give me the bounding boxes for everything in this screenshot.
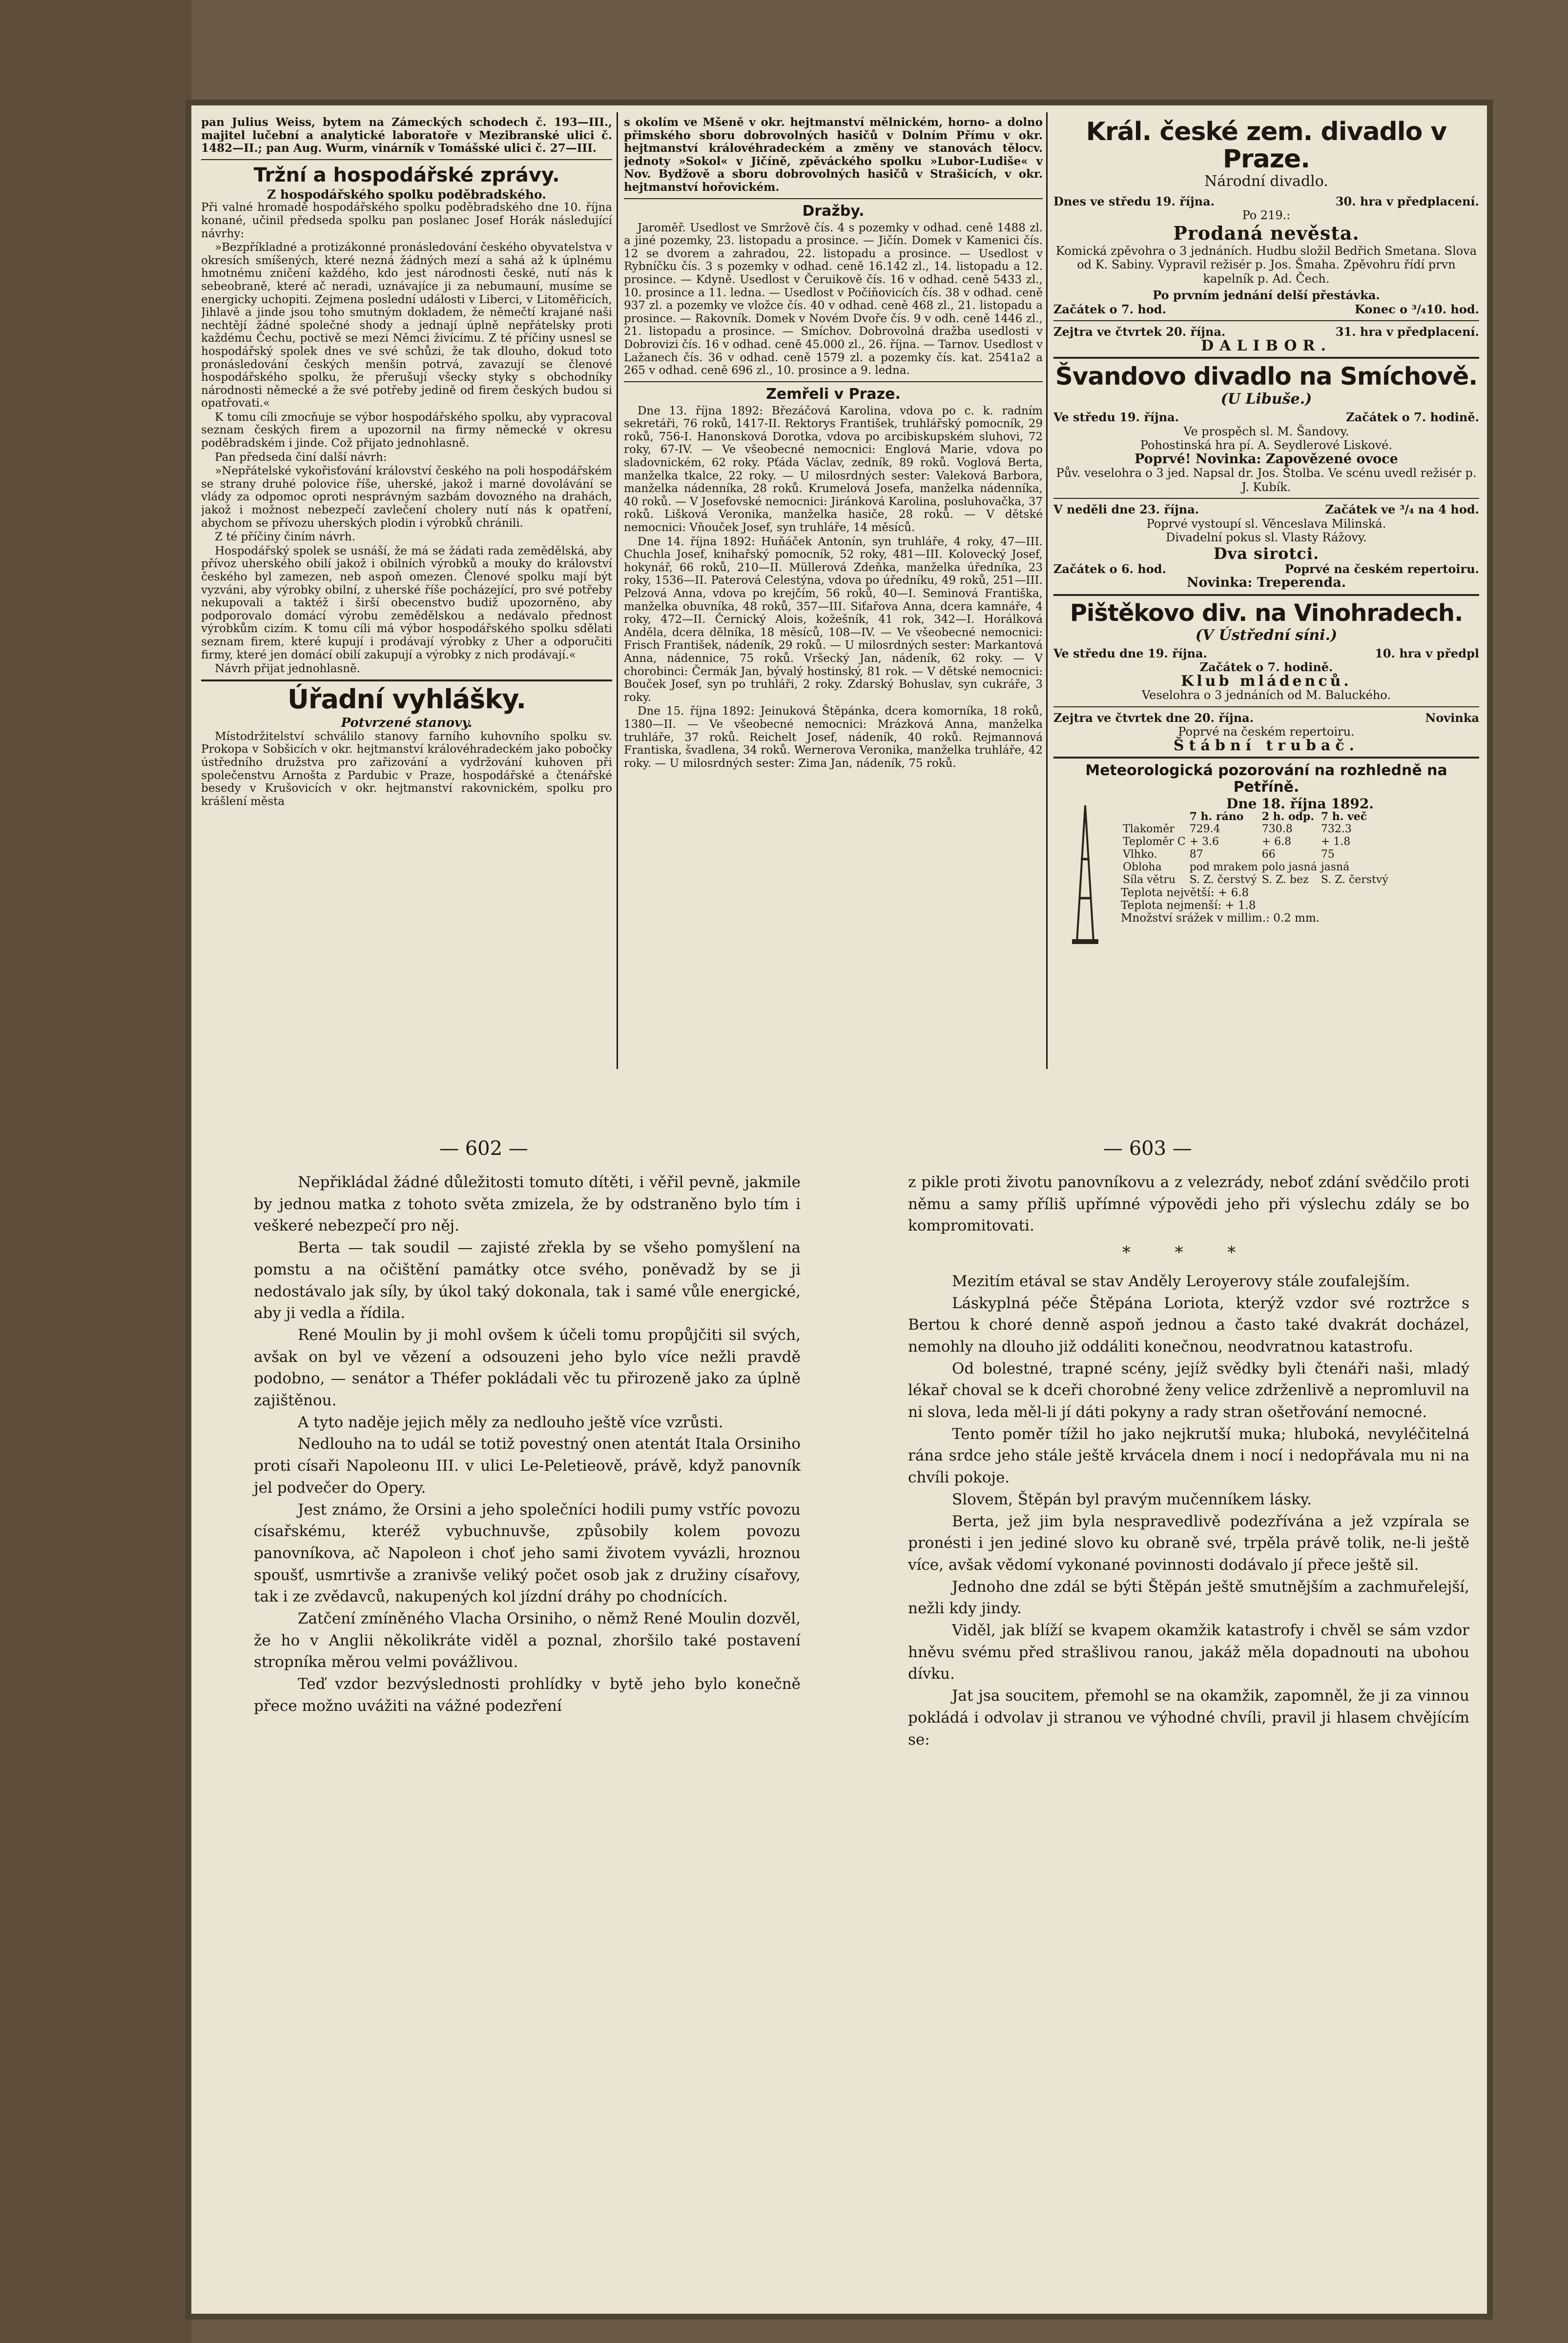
paragraph: Od bolestné, trapné scény, jejíž svědky byli čtenáři naši, mladý lékař choval se k dceři chorobné ženy velice zdrženlivě a nepromluvil na ni slova, leda měl-li jí dáti pokyny a rady stran ošetřování nemocné. (908, 1359, 1469, 1421)
note: Po prvním jednání delší přestávka. (1153, 288, 1380, 302)
divider (1053, 320, 1479, 321)
note: Pohostinská hra pí. A. Seydlerové Liskové. (1140, 438, 1393, 452)
note: Poprvé vystoupí sl. Věnceslava Milinská. (1146, 516, 1386, 531)
divider (1053, 706, 1479, 707)
play-description: Veselohra o 3 jednáních od M. Baluckého. (1142, 688, 1391, 702)
paragraph: Místodržitelství schválilo stanovy farního kuhovního spolku sv. Prokopa v Sobšicích v okr. hejtmanství královéhradeckém jako pobočky ústředního družstva pro zařizování a vydržování kuhoven při společenstvu Arnošta z Pardubic v Praze, hospodářské a čtenářské besedy v Krušovicích v okr. hejtmanství rakovnickém, spolku pro krášlení města (201, 730, 612, 808)
divider (624, 381, 1043, 382)
schedule-row: Zejtra ve čtvrtek 20. října. 31. hra v předplacení. (1053, 325, 1479, 339)
meteo-max: Teplota největší: + 6.8 (1121, 886, 1249, 899)
paragraph: K tomu cíli zmocňuje se výbor hospodářského spolku, aby vypracoval seznam českých firem a upozornil na firmy německé v okresu poděbradském i jinde. Což přijato jednohlasně. (201, 411, 612, 450)
divider (1053, 594, 1479, 596)
schedule-row: V neděli dne 23. října. Začátek ve ³/₄ na 4 hod. (1053, 502, 1479, 516)
meteo-min: Teplota nejmenší: + 1.8 (1121, 899, 1256, 912)
play-description: Komická zpěvohra o 3 jednáních. Hudbu složil Bedřich Smetana. Slova od K. Sabiny. Vypravil režisér p. Jos. Šmaha. Zpěvohru řídí prvn kapelník p. Ad. Čech. (1055, 244, 1477, 286)
section-title-zemreli: Zemřeli v Praze. (766, 385, 901, 403)
meteo-rain: Množství srážek v millim.: 0.2 mm. (1121, 912, 1320, 925)
play-title: Dva sirotci. (1213, 544, 1320, 563)
paragraph: Dne 13. října 1892: Březáčová Karolina, vdova po c. k. radním sekretáři, 76 roků, 1417-II. Rektorys František, truhlářský pomocník, 29 roků, 756-I. Hanonsková Dorotka, vdova po arcibiskupském sluhovi, 72 roky, 67-IV. — Ve všeobecné nemocnici: Englová Marie, vdova po sladovnickém, 62 roky. Pťáda Václav, zedník, 89 roků. Voglová Berta, manželka tkalce, 22 roky. — U milosrdných sester: Valeková Barbora, manželka nádenníka, 28 roků. Krumelová Josefa, manželka nádenníka, 40 roků. — V Josefovské nemocnici: Jiránková Karolina, posluhovačka, 37 roků. Lišková Veronika, manželka hasiče, 28 roků. — V dětské nemocnici: Vňouček Josef, syn truhláře, 14 měsíců. (624, 404, 1043, 534)
column-rule (1046, 112, 1048, 1069)
petrin-tower-illustration (1053, 801, 1117, 947)
page-number-right: — 603 — (1103, 1137, 1192, 1160)
paragraph: Láskyplná péče Štěpána Loriota, kterýž vzdor své roztržce s Bertou k choré denně aspoň jednou a často také dvakrát docházel, nemohly na dlouho již oddáliti konečnou, neodvratnou katastrofu. (908, 1294, 1469, 1356)
play-title: Novinka: Treperenda. (1186, 575, 1346, 590)
paragraph: Při valné hromadě hospodářského spolku poděbradského dne 10. října konané, učinil předseda spolku pan poslanec Josef Horák následující návrhy: (201, 201, 612, 240)
section-title-trzni: Tržní a hospodářské zprávy. (253, 164, 560, 186)
sub-title: Z hospodářského spolku poděbradského. (267, 187, 546, 202)
paragraph: Nepřikládal žádné důležitosti tomuto dítěti, i věřil pevně, jakmile by jednou matka z tohoto světa zmizela, že by odstraněno bylo tím i veškeré nebezpečí pro něj. (254, 1173, 801, 1235)
schedule-row: Ve středu dne 19. října. 10. hra v předpl (1053, 646, 1479, 660)
note: Divadelní pokus sl. Vlasty Rážovy. (1166, 531, 1367, 544)
paragraph: Nedlouho na to udál se totiž povestný onen atentát Itala Orsiniho proti císaři Napoleonu III. v ulici Le-Peletieově, právě, když panovník jel podvečer do Opery. (254, 1435, 801, 1497)
column-2 (624, 116, 1043, 1073)
paragraph: A tyto naděje jejich měly za nedlouho ještě více vzrůsti. (298, 1413, 723, 1431)
column-3 (1053, 116, 1479, 1073)
note: Začátek o 7. hodině. (1199, 660, 1333, 674)
paragraph: Dne 14. října 1892: Huňáček Antonín, syn truhláře, 4 roky, 47—III. Chuchla Josef, knihařský pomocník, 52 roky, 481—III. Kolovecký Josef, hokynář, 66 roků, 210—II. Müllerová Zdeňka, manželka úředníka, 23 roky, 1536—II. Paterová Celestýna, vdova po úředníku, 49 roků, 251—III. Pelzová Anna, vdova po krejčím, 56 roků, 40—I. Seminová Františka, manželka obuvníka, 48 roků, 357—III. Siťařova Anna, dcera kamnáře, 4 roky, 472—II. Černický Alois, kožešník, 41 rok, 342—I. Horálková Anděla, dcera dělníka, 18 měsíců, 108—IV. — Ve všeobecné nemocnici: Frisch František, nádeník, 29 roků. — U milosrdných sester: Markantová Anna, nádennice, 75 roků. Vršecký Jan, nádeník, 62 roky. — V chorobinci: Čermák Jan, bývalý hostinský, 81 rok. — V dětské nemocnici: Bouček Josef, syn po truhláři, 2 roky. Zdarský Bohuslav, syn cukráře, 3 roky. (624, 535, 1043, 704)
table-header: 7 h. ráno 2 h. odp. 7 h. več (1189, 810, 1367, 823)
theatre-title-narodni: Král. české zem. divadlo v Praze. (1086, 117, 1447, 174)
paragraph: Jaroměř. Usedlost ve Smržově čís. 4 s pozemky v odhad. ceně 1488 zl. a jiné pozemky, 23. listopadu a prosince. — Jičín. Domek v Kamenici čís. 12 se dvorem a zahradou, 22. listopadu a prosince. — Usedlost v Rybníčku čís. 3 s pozemky v odhad. ceně 16.142 zl., 14. listopadu a 12. prosince. — Kdyně. Usedlost v Čeruikově čís. 16 v odhad. ceně 5433 zl., 10. prosince a 11. ledna. — Usedlost v Počiňovicích čís. 38 v odhad. ceně 937 zl. a pozemky ve vložce čís. 40 v odhad. ceně 468 zl., 21. listopadu a prosince. — Rakovník. Domek v Novém Dvoře čís. 9 v odh. ceně 1446 zl., 21. listopadu a prosince. — Smíchov. Dobrovolná dražba usedlosti v Dobrovizi čís. 16 v odhad. ceně 45.000 zl., 26. října. — Tarnov. Usedlost v Lažanech čís. 36 v odhad. ceně 1579 zl. a pozemky čís. kat. 2541a2 a 265 v odhad. ceně 696 zl., 10. prosince a 9. ledna. (624, 221, 1043, 377)
schedule-row: Začátek o 6. hod. Poprvé na českém repertoiru. (1053, 561, 1479, 576)
divider (201, 679, 612, 681)
paragraph: »Bezpříkladné a protizákonné pronásledování českého obyvatelstva v okresích smíšených, které nezná žádných mezí a sahá až k úplnému hmotnému zničení každého, kdo jest národnosti české, nutí nás k sebeobraně, které ač neradi, uznávajíce ji za nebumauní, musíme se energicky uchopiti. Zejmena poslední události v Liberci, v Litoměřicích, Jihlavě a jinde jsou toho smutným dokladem, že němečtí krajané naši nechtějí žádné společné shody a jednají úplně nepřátelsky proti každému Čechu, poctivě se mezi Němci živícímu. Z té příčiny usnesl se hospodářský spolek dnes ve své schůzi, že tak dlouho, dokud toto pronásledování českých menšin potrvá, zavazují se členové hospodářského spolku, že přerušují všecky styky s obchodníky národnosti německé a že své potřeby jedině od firem českých budou si opatřovati.« (201, 241, 612, 410)
play-title: Klub mládenců. (1181, 672, 1352, 690)
theatre-subtitle: (U Libuše.) (1220, 390, 1312, 408)
schedule-row: Zejtra ve čtvrtek dne 20. října. Novinka (1053, 710, 1479, 725)
meteo-table (1121, 810, 1390, 886)
paragraph: Mezitím etával se stav Anděly Leroyerovy stále zoufalejším. (952, 1272, 1410, 1290)
paragraph: René Moulin by ji mohl ovšem k účeli tomu propůjčiti sil svých, avšak on byl ve vězení a odsouzeni jeho bylo více nežli pravdě podobno, — senátor a Théfer pokládali věc tu přirozeně jako za úplně zajištěnou. (254, 1326, 801, 1410)
paragraph: Teď vzdor bezvýslednosti prohlídky v bytě jeho bylo konečně přece možno uvážiti na vážné podezření (254, 1675, 801, 1715)
paragraph: Jat jsa soucitem, přemohl se na okamžik, zapomněl, že ji za vinnou pokládá i odvolav ji stranou ve výhodné chvíli, pravil ji hlasem chvějícím se: (908, 1687, 1469, 1748)
novel-left-column (254, 1172, 801, 1717)
table-row: Teploměr C + 3.6 + 6.8 + 1.8 (1123, 836, 1351, 848)
intro-text: s okolím ve Mšeně v okr. hejtmanství mělnickém, horno- a dolno přimského sboru dobrovolných hasičů v Dolním Přímu v okr. hejtmanství královéhradeckém a změny ve stanovách tělocv. jednoty »Sokol« v Jičíně, zpěváckého spolku »Lubor-Ludiše« v Nov. Bydžově a sboru dobrovolných hasičů v Strašicích, v okr. hejtmanství hořovickém. (624, 116, 1043, 194)
meteo-date: Dne 18. října 1892. (1226, 796, 1374, 812)
paragraph: z pikle proti životu panovníkovu a z velezrády, neboť zdání svědčilo proti němu a samy příliš upřímné výpovědi jeho při výslechu zdály se bo kompromitovati. (908, 1173, 1469, 1235)
schedule-row: Začátek o 7. hod. Konec o ³/₄10. hod. (1053, 302, 1479, 316)
paragraph: Jednoho dne zdál se býti Štěpán ještě smutnějším a zachmuřelejší, nežli kdy jindy. (908, 1578, 1469, 1618)
paragraph: Hospodářský spolek se usnáší, že má se žádati rada zemědělská, aby přívoz uherského obilí jakož i obilních výrobků a mouky do království českého byl zamezen, neb aspoň omezen. Členové spolku mají být vyzváni, aby výrobky obilní, z uherské říše pocházející, pro své potřeby nekupovali a taktéž i širší obecenstvo budiž upozorněno, aby podporovalo domácí výrobu zemědělskou a nedávalo přednost výrobkům cizím. K tomu cíli má výbor hospodářského spolku sdělati seznam firem, které kupují i prodávají výrobky z Uher a odporučiti firmy, které jen domácí obilí zakupují a výrobky z nich prodávají.« (201, 544, 612, 661)
divider (1053, 757, 1479, 759)
column-rule (617, 112, 618, 1069)
column-1 (201, 116, 612, 1073)
sub-title: Potvrzené stanovy. (341, 715, 473, 730)
play-title: Poprvé! Novinka: Zapovězené ovoce (1135, 451, 1398, 467)
paragraph: Slovem, Štěpán byl pravým mučenníkem lásky. (952, 1490, 1312, 1508)
note: Ve prospěch sl. M. Šandovy. (1183, 424, 1349, 438)
play-description: Pův. veselohra o 3 jed. Napsal dr. Jos. Štolba. Ve scénu uvedl režisér p. J. Kubík. (1056, 466, 1477, 494)
theatre-title-svandovo: Švandovo divadlo na Smíchově. (1055, 362, 1478, 390)
paragraph: Tento poměr tížil ho jako nejkrutší muka; hluboká, nevyléčitelná rána srdce jeho stále ještě krvácela dnem i nocí i nedopřávala mu ni na chvíli pokoje. (908, 1425, 1469, 1487)
performance-number: Po 219.: (1242, 208, 1291, 222)
theatre-title-pistekovo: Pištěkovo div. na Vinohradech. (1070, 599, 1463, 627)
paragraph: Berta — tak soudil — zajisté zřekla by se všeho pomyšlení na pomstu a na očištění památky otce svého, poněvadž by se ji nedostávalo jak síly, by úkol taký dokonala, tak i samé vůle energické, aby ji vedla a řídila. (254, 1239, 801, 1322)
novel-right-column (908, 1172, 1469, 1750)
paragraph: Dne 15. října 1892: Jeinuková Štěpánka, dcera komorníka, 18 roků, 1380—II. — Ve všeobecné nemocnici: Mrázková Anna, manželka truhláře, 37 roků. Reichelt Josef, nádeník, 40 roků. Rejmannová Frantiska, švadlena, 34 roků. Wernerova Veronika, manželka truhláře, 42 roky. — U milosrdných sester: Zima Jan, nádeník, 75 roků. (624, 705, 1043, 770)
paragraph: »Nepřátelské vykořisťování království českého na poli hospodářském se strany druhé polovice říše, uherské, jakož i marné dovolávání se vlády za odpomoc oproti nesprávným sazbám dovozného na drahách, jakož i možnost nebezpečí zavlečení cholery nutí nás k opatření, abychom se přívozu uherských plodin i výrobků chránili. (201, 465, 612, 530)
divider (201, 159, 612, 160)
paragraph: Jest známo, že Orsini a jeho společníci hodili pumy vstříc povozu císařskému, kteréž vybuchnuvše, způsobily kolem povozu panovníkova, ač Napoleon i choť jeho sami životem vyvázli, hroznou spoušť, usmrtivše a zranivše veliký počet osob jak z družiny císařovy, tak i ze zvědavců, nakupených kol jízdní dráhy po chodnících. (254, 1500, 801, 1606)
theatre-subtitle: (V Ústřední síni.) (1195, 626, 1338, 644)
page-number-left: — 602 — (439, 1137, 528, 1160)
section-title-uradni: Úřadní vyhlášky. (288, 683, 526, 715)
play-title: Štábní trubač. (1173, 737, 1360, 754)
divider (1053, 357, 1479, 359)
book-binding (0, 0, 191, 2343)
section-break: * * * (1122, 1243, 1256, 1263)
intro-text: pan Julius Weiss, bytem na Zámeckých schodech č. 193—III., majitel lučební a analytické laboratoře v Mezibranské ulici č. 1482—II.; pan Aug. Wurm, vinárník v Tomášské ulici č. 27—III. (201, 116, 612, 155)
paragraph: Návrh přijat jednohlasně. (215, 662, 360, 676)
paragraph: Berta, jež jim byla nespravedlivě podezřívána a jež vzpírala se pronésti i jen jediné slovo ku obraně své, trpěla právě tolik, ne-li ještě více, avšak vědomí vykonané povinnosti dodávalo jí přece ještě sil. (908, 1512, 1469, 1574)
divider (1053, 498, 1479, 499)
next-play: DALIBOR. (1201, 337, 1332, 354)
paragraph: Pan předseda činí další návrh: (215, 451, 387, 464)
table-row: Obloha pod mrakem polo jasná jasná (1123, 861, 1350, 873)
section-title-drazby: Dražby. (802, 202, 865, 220)
divider (624, 198, 1043, 199)
table-row: Vlhko. 87 66 75 (1123, 848, 1335, 861)
meteo-title: Meteorologická pozorování na rozhledně na Petříně. (1085, 762, 1447, 796)
meteo-block (1053, 798, 1479, 925)
play-title: Prodaná nevěsta. (1173, 222, 1360, 244)
theatre-subtitle: Národní divadlo. (1204, 173, 1328, 190)
schedule-row: Ve středu 19. října. Začátek o 7. hodině. (1053, 410, 1479, 424)
table-row: Tlakoměr 729.4 730.8 732.3 (1123, 823, 1352, 835)
paragraph: Z té příčiny činím návrh. (215, 531, 356, 544)
paragraph: Viděl, jak blíží se kvapem okamžik katastrofy i chvěl se sám vzdor hněvu svému před strašlivou ranou, jakáž měla dopadnouti na ubohou dívku. (908, 1622, 1469, 1683)
paragraph: Zatčení zmíněného Vlacha Orsiniho, o němž René Moulin dozvěl, že ho v Anglii několikráte viděl a poznal, zhoršilo také postavení stropníka měrou velmi povážlivou. (254, 1610, 801, 1671)
schedule-row: Dnes ve středu 19. října. 30. hra v předplacení. (1053, 194, 1479, 208)
table-row: Síla větru S. Z. čerstvý S. Z. bez S. Z. čerstvý (1123, 874, 1388, 886)
note: Poprvé na českém repertoiru. (1178, 725, 1355, 739)
